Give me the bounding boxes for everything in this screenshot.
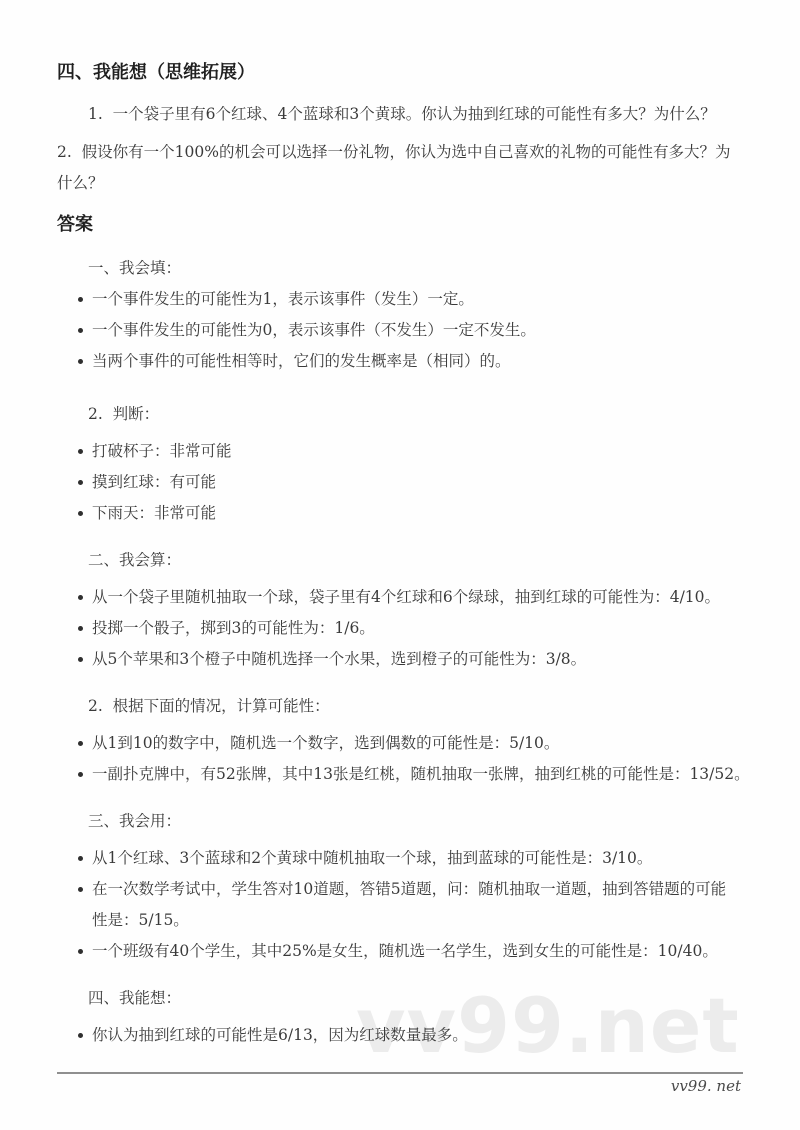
- bullet-text: 你认为抽到红球的可能性是6/13，因为红球数量最多。: [92, 1026, 468, 1044]
- bullet-item: [92, 582, 743, 613]
- bullet-item: [92, 759, 750, 790]
- bullet-item: [92, 315, 743, 346]
- bullet-item: [92, 613, 743, 644]
- question-2-line-2: 什么？: [57, 174, 104, 192]
- bullet-item: [92, 467, 743, 498]
- bullet-text: 当两个事件的可能性相等时，它们的发生概率是（相同）的。: [92, 352, 511, 370]
- bullet-text: 一副扑克牌中，有52张牌，其中13张是红桃，随机抽取一张牌，抽到红桃的可能性是：13/52。: [92, 765, 750, 783]
- bullet-text: 一个事件发生的可能性为0，表示该事件（不发生）一定不发生。: [92, 321, 536, 339]
- bullet-item: [92, 843, 743, 874]
- bullet-item: [92, 874, 743, 936]
- bullet-item: [92, 436, 743, 467]
- answer-section-title-4: 2. 根据下面的情况，计算可能性：: [88, 697, 330, 715]
- answer-section-title-6: 四、我能想：: [88, 989, 182, 1007]
- bullet-text: 从5个苹果和3个橙子中随机选择一个水果，选到橙子的可能性为：3/8。: [92, 650, 587, 668]
- answer-section-title-5: 三、我会用：: [88, 812, 182, 830]
- answers-heading: 答案: [57, 214, 93, 235]
- question-item-1: 1. 一个袋子里有6个红球、4个蓝球和3个黄球。你认为抽到红球的可能性有多大？为什么？: [88, 105, 716, 123]
- bullet-item: [92, 1020, 743, 1051]
- answer-list-4: [57, 728, 750, 790]
- bullet-text: 从一个袋子里随机抽取一个球，袋子里有4个红球和6个绿球，抽到红球的可能性为：4/10。: [92, 588, 721, 606]
- footer-site-text: vv99. net: [670, 1077, 741, 1095]
- bullet-text: 下雨天：非常可能: [92, 504, 217, 522]
- bullet-item: [92, 284, 743, 315]
- answer-list-2: [57, 436, 743, 529]
- bullet-text: 摸到红球：有可能: [92, 473, 217, 491]
- answer-section-title-1: 一、我会填：: [88, 259, 182, 277]
- watermark-text: vv99.net: [356, 981, 740, 1070]
- bullet-text: 打破杯子：非常可能: [92, 442, 232, 460]
- bullet-text: 从1个红球、3个蓝球和2个黄球中随机抽取一个球，抽到蓝球的可能性是：3/10。: [92, 849, 653, 867]
- bullet-text: 投掷一个骰子，掷到3的可能性为：1/6。: [92, 619, 375, 637]
- answer-section-title-3: 二、我会算：: [88, 551, 182, 569]
- bullet-text: 从1到10的数字中，随机选一个数字，选到偶数的可能性是：5/10。: [92, 734, 560, 752]
- bullet-item: [92, 936, 743, 967]
- bullet-item: [92, 644, 743, 675]
- bullet-item: [92, 728, 743, 759]
- bullet-text-line-1: 在一次数学考试中，学生答对10道题，答错5道题，问：随机抽取一道题，抽到答错题的可能: [92, 880, 727, 898]
- bullet-text-line-2: 性是：5/15。: [92, 911, 189, 929]
- section-four-heading: 四、我能想（思维拓展）: [57, 62, 255, 83]
- question-2-line-1: 2. 假设你有一个100%的机会可以选择一份礼物，你认为选中自己喜欢的礼物的可能性有多大？为: [57, 143, 731, 161]
- bullet-item: [92, 346, 743, 377]
- bullet-text: 一个事件发生的可能性为1，表示该事件（发生）一定。: [92, 290, 474, 308]
- footer: [57, 1072, 743, 1095]
- answer-list-6: [57, 1020, 743, 1051]
- answer-section-title-2: 2. 判断：: [88, 405, 160, 423]
- answer-list-3: [57, 582, 743, 675]
- footer-divider: [57, 1072, 743, 1074]
- bullet-text: 一个班级有40个学生，其中25%是女生，随机选一名学生，选到女生的可能性是：10/40。: [92, 942, 718, 960]
- bullet-item: [92, 498, 743, 529]
- question-item-2: [57, 137, 743, 199]
- answer-list-5: [57, 843, 743, 967]
- answer-list-1: [57, 284, 743, 377]
